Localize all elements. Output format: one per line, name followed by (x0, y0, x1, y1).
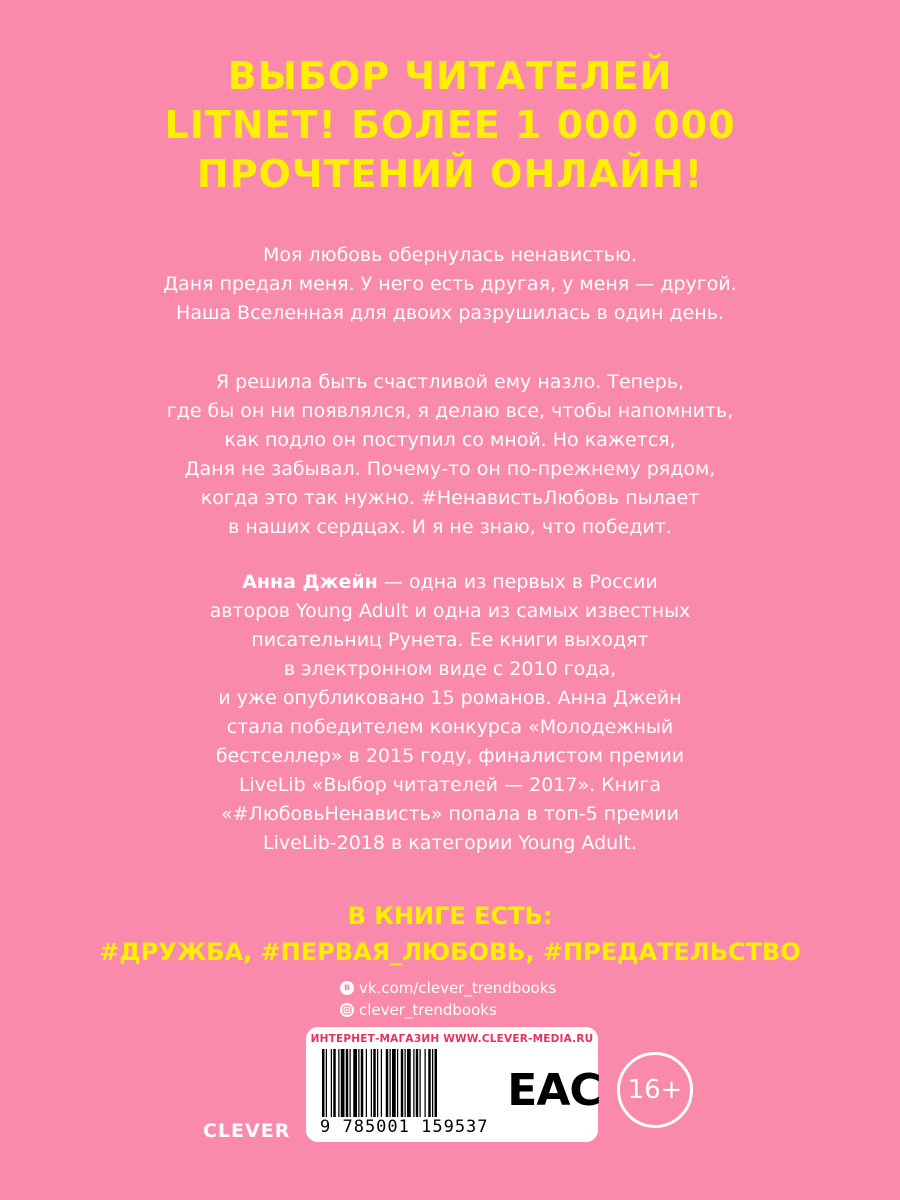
text-line: Даня предал меня. У него есть другая, у меня — другой. (163, 273, 737, 295)
vk-link[interactable] (340, 977, 556, 999)
author-bio (0, 568, 900, 858)
age-rating-badge (617, 1052, 693, 1128)
text-line: Наша Вселенная для двоих разрушилась в один день. (176, 302, 724, 324)
barcode-panel (306, 1027, 601, 1142)
author-name: Анна Джейн (242, 571, 378, 593)
text-line: Даня не забывал. Почему-то он по-прежнему рядом, (184, 458, 716, 480)
in-book-tags: #ДРУЖБА, #ПЕРВАЯ_ЛЮБОВЬ, #ПРЕДАТЕЛЬСТВО (99, 938, 801, 966)
synopsis-paragraph-2 (0, 368, 900, 542)
headline (0, 52, 900, 199)
text-line: «#ЛюбовьНенависть» попала в топ-5 премии (220, 803, 679, 825)
in-book-title: В КНИГЕ ЕСТЬ: (347, 902, 553, 930)
publisher-logo: CLEVER (203, 1120, 291, 1142)
eac-mark: EAC (507, 1064, 601, 1116)
shop-url: ИНТЕРНЕТ-МАГАЗИН WWW.CLEVER-MEDIA.RU (310, 1033, 594, 1045)
vk-link-text: vk.com/clever_trendbooks (359, 979, 557, 997)
isbn-number: 9 785001 159537 (320, 1117, 489, 1137)
text-line: Моя любовь обернулась ненавистью. (262, 244, 638, 266)
vk-icon: в (340, 981, 354, 995)
text-line: LiveLib-2018 в категории Young Adult. (263, 832, 637, 854)
text-line: в наших сердцах. И я не знаю, что победит. (228, 516, 672, 538)
instagram-link-text: clever_trendbooks (359, 1001, 497, 1019)
in-book-section (0, 898, 900, 970)
synopsis-paragraph-1 (0, 241, 900, 328)
headline-line-2: LITNET! БОЛЕЕ 1 000 000 (164, 103, 736, 147)
text-line: бестселлер» в 2015 году, финалистом премии (215, 745, 685, 767)
age-rating-text: 16+ (627, 1075, 683, 1105)
instagram-icon (340, 1003, 354, 1017)
text-line: как подло он поступил со мной. Но кажется, (224, 429, 676, 451)
text-line: где бы он ни появлялся, я делаю все, чтобы напомнить, (166, 400, 734, 422)
headline-line-3: ПРОЧТЕНИЙ ОНЛАЙН! (196, 152, 704, 196)
text-line: в электронном виде с 2010 года, (283, 658, 617, 680)
author-bio-first-line: — одна из первых в России (377, 571, 658, 593)
barcode-image (320, 1049, 490, 1117)
barcode (320, 1049, 490, 1117)
text-line: Я решила быть счастливой ему назло. Теперь, (215, 371, 685, 393)
text-line: когда это так нужно. #НенавистьЛюбовь пылает (200, 487, 700, 509)
instagram-link[interactable] (340, 999, 556, 1021)
text-line (0, 568, 900, 597)
text-line: и уже опубликовано 15 романов. Анна Джейн (218, 687, 682, 709)
text-line: писательниц Рунета. Ее книги выходят (251, 629, 649, 651)
text-line: стала победителем конкурса «Молодежный (226, 716, 674, 738)
headline-line-1: ВЫБОР ЧИТАТЕЛЕЙ (227, 54, 673, 98)
text-line: авторов Young Adult и одна из самых известных (209, 600, 691, 622)
text-line: LiveLib «Выбор читателей — 2017». Книга (238, 774, 662, 796)
social-links (340, 977, 556, 1021)
